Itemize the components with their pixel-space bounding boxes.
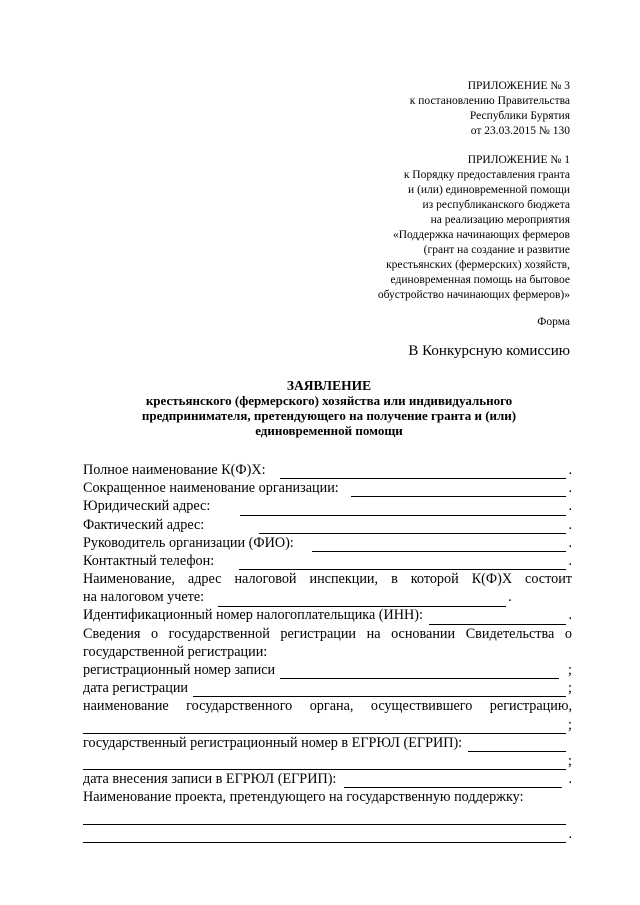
appendix-1-line: (грант на создание и развитие xyxy=(423,244,570,256)
period-mark: . xyxy=(568,771,572,788)
appendix-3-title: ПРИЛОЖЕНИЕ № 3 xyxy=(467,80,570,92)
appendix-3-date: от 23.03.2015 № 130 xyxy=(470,125,570,137)
period-mark: . xyxy=(568,607,572,624)
reg-number-field[interactable] xyxy=(280,665,559,679)
phone-field[interactable] xyxy=(239,556,566,570)
project-label: Наименование проекта, претендующего на государственную поддержку: xyxy=(83,789,524,806)
tax-office-label-1: Наименование, адрес налоговой инспекции, в которой К(Ф)Х состоит xyxy=(83,571,572,588)
legal-address-label: Юридический адрес: xyxy=(83,498,211,515)
appendix-1-line: и (или) единовременной помощи xyxy=(408,184,570,196)
form-label: Форма xyxy=(537,316,570,328)
appendix-3-line: к постановлению Правительства xyxy=(409,95,570,107)
egrul-number-row-2 xyxy=(83,752,572,770)
project-field-2[interactable] xyxy=(83,829,566,843)
phone-row xyxy=(83,552,572,570)
short-name-label: Сокращенное наименование организации: xyxy=(83,480,339,497)
reg-number-row xyxy=(83,661,572,679)
full-name-label: Полное наименование К(Ф)Х: xyxy=(83,461,266,478)
project-row-1 xyxy=(83,807,572,825)
tax-office-row xyxy=(83,588,572,606)
period-mark: . xyxy=(568,498,572,515)
period-mark: . xyxy=(508,589,512,606)
tax-office-field[interactable] xyxy=(218,593,506,607)
inn-row xyxy=(83,607,572,625)
reg-date-field[interactable] xyxy=(193,683,566,697)
period-mark: . xyxy=(568,461,572,478)
head-row xyxy=(83,534,572,552)
actual-address-row xyxy=(83,516,572,534)
reg-body-field[interactable] xyxy=(83,720,566,734)
head-field[interactable] xyxy=(312,538,567,552)
head-label: Руководитель организации (ФИО): xyxy=(83,534,294,551)
appendix-1-line: на реализацию мероприятия xyxy=(430,214,570,226)
appendix-3-header xyxy=(410,79,570,139)
registration-label-2: государственной регистрации: xyxy=(83,643,268,660)
semicolon-mark: ; xyxy=(568,680,572,697)
appendix-3-line: Республики Бурятия xyxy=(469,110,570,122)
project-row-2 xyxy=(83,825,572,843)
egrul-date-label: дата внесения записи в ЕГРЮЛ (ЕГРИП): xyxy=(83,771,337,788)
inn-label: Идентификационный номер налогоплательщика (ИНН): xyxy=(83,607,423,624)
reg-date-label: дата регистрации xyxy=(83,680,189,697)
legal-address-field[interactable] xyxy=(240,502,566,516)
period-mark: . xyxy=(568,480,572,497)
egrul-date-field[interactable] xyxy=(344,774,562,788)
title-line: единовременной помощи xyxy=(255,423,403,438)
title-line: крестьянского (фермерского) хозяйства или индивидуального xyxy=(145,393,513,408)
addressee: В Конкурсную комиссию xyxy=(408,343,570,359)
appendix-1-line: «Поддержка начинающих фермеров xyxy=(392,229,570,241)
period-mark: . xyxy=(568,552,572,569)
tax-office-label-2: на налоговом учете: xyxy=(83,589,205,606)
semicolon-mark: ; xyxy=(568,716,572,733)
egrul-number-field-2[interactable] xyxy=(83,756,566,770)
reg-date-row xyxy=(83,679,572,697)
full-name-row xyxy=(83,461,572,479)
short-name-field[interactable] xyxy=(351,483,567,497)
appendix-1-header xyxy=(378,153,570,303)
semicolon-mark: ; xyxy=(568,662,572,679)
short-name-row xyxy=(83,479,572,497)
inn-field[interactable] xyxy=(429,611,567,625)
egrul-date-row xyxy=(83,770,572,788)
registration-label-1: Сведения о государственной регистрации на основании Свидетельства о xyxy=(83,625,572,642)
semicolon-mark: ; xyxy=(568,752,572,769)
actual-address-label: Фактический адрес: xyxy=(83,516,205,533)
reg-body-label: наименование государственного органа, осуществившего регистрацию, xyxy=(83,698,572,715)
full-name-field[interactable] xyxy=(280,465,567,479)
period-mark: . xyxy=(568,516,572,533)
appendix-1-line: крестьянских (фермерских) хозяйств, xyxy=(386,259,570,271)
egrul-number-row xyxy=(83,734,572,752)
title-heading: ЗАЯВЛЕНИЕ xyxy=(286,378,372,393)
project-field-1[interactable] xyxy=(83,811,566,825)
document-title xyxy=(80,378,578,438)
actual-address-field[interactable] xyxy=(259,520,566,534)
legal-address-row xyxy=(83,497,572,515)
reg-number-label: регистрационный номер записи xyxy=(83,662,276,679)
appendix-1-line: единовременная помощь на бытовое xyxy=(390,274,570,286)
appendix-1-title: ПРИЛОЖЕНИЕ № 1 xyxy=(467,154,570,166)
application-form xyxy=(83,461,572,843)
appendix-1-line: из республиканского бюджета xyxy=(422,199,570,211)
egrul-number-field[interactable] xyxy=(468,738,566,752)
title-line: предпринимателя, претендующего на получение гранта и (или) xyxy=(141,408,517,423)
reg-body-row xyxy=(83,716,572,734)
appendix-1-line: обустройство начинающих фермеров)» xyxy=(377,289,570,301)
period-mark: . xyxy=(568,534,572,551)
egrul-number-label: государственный регистрационный номер в ЕГРЮЛ (ЕГРИП): xyxy=(83,734,463,751)
phone-label: Контактный телефон: xyxy=(83,552,215,569)
appendix-1-line: к Порядку предоставления гранта xyxy=(403,169,570,181)
period-mark: . xyxy=(568,825,572,842)
